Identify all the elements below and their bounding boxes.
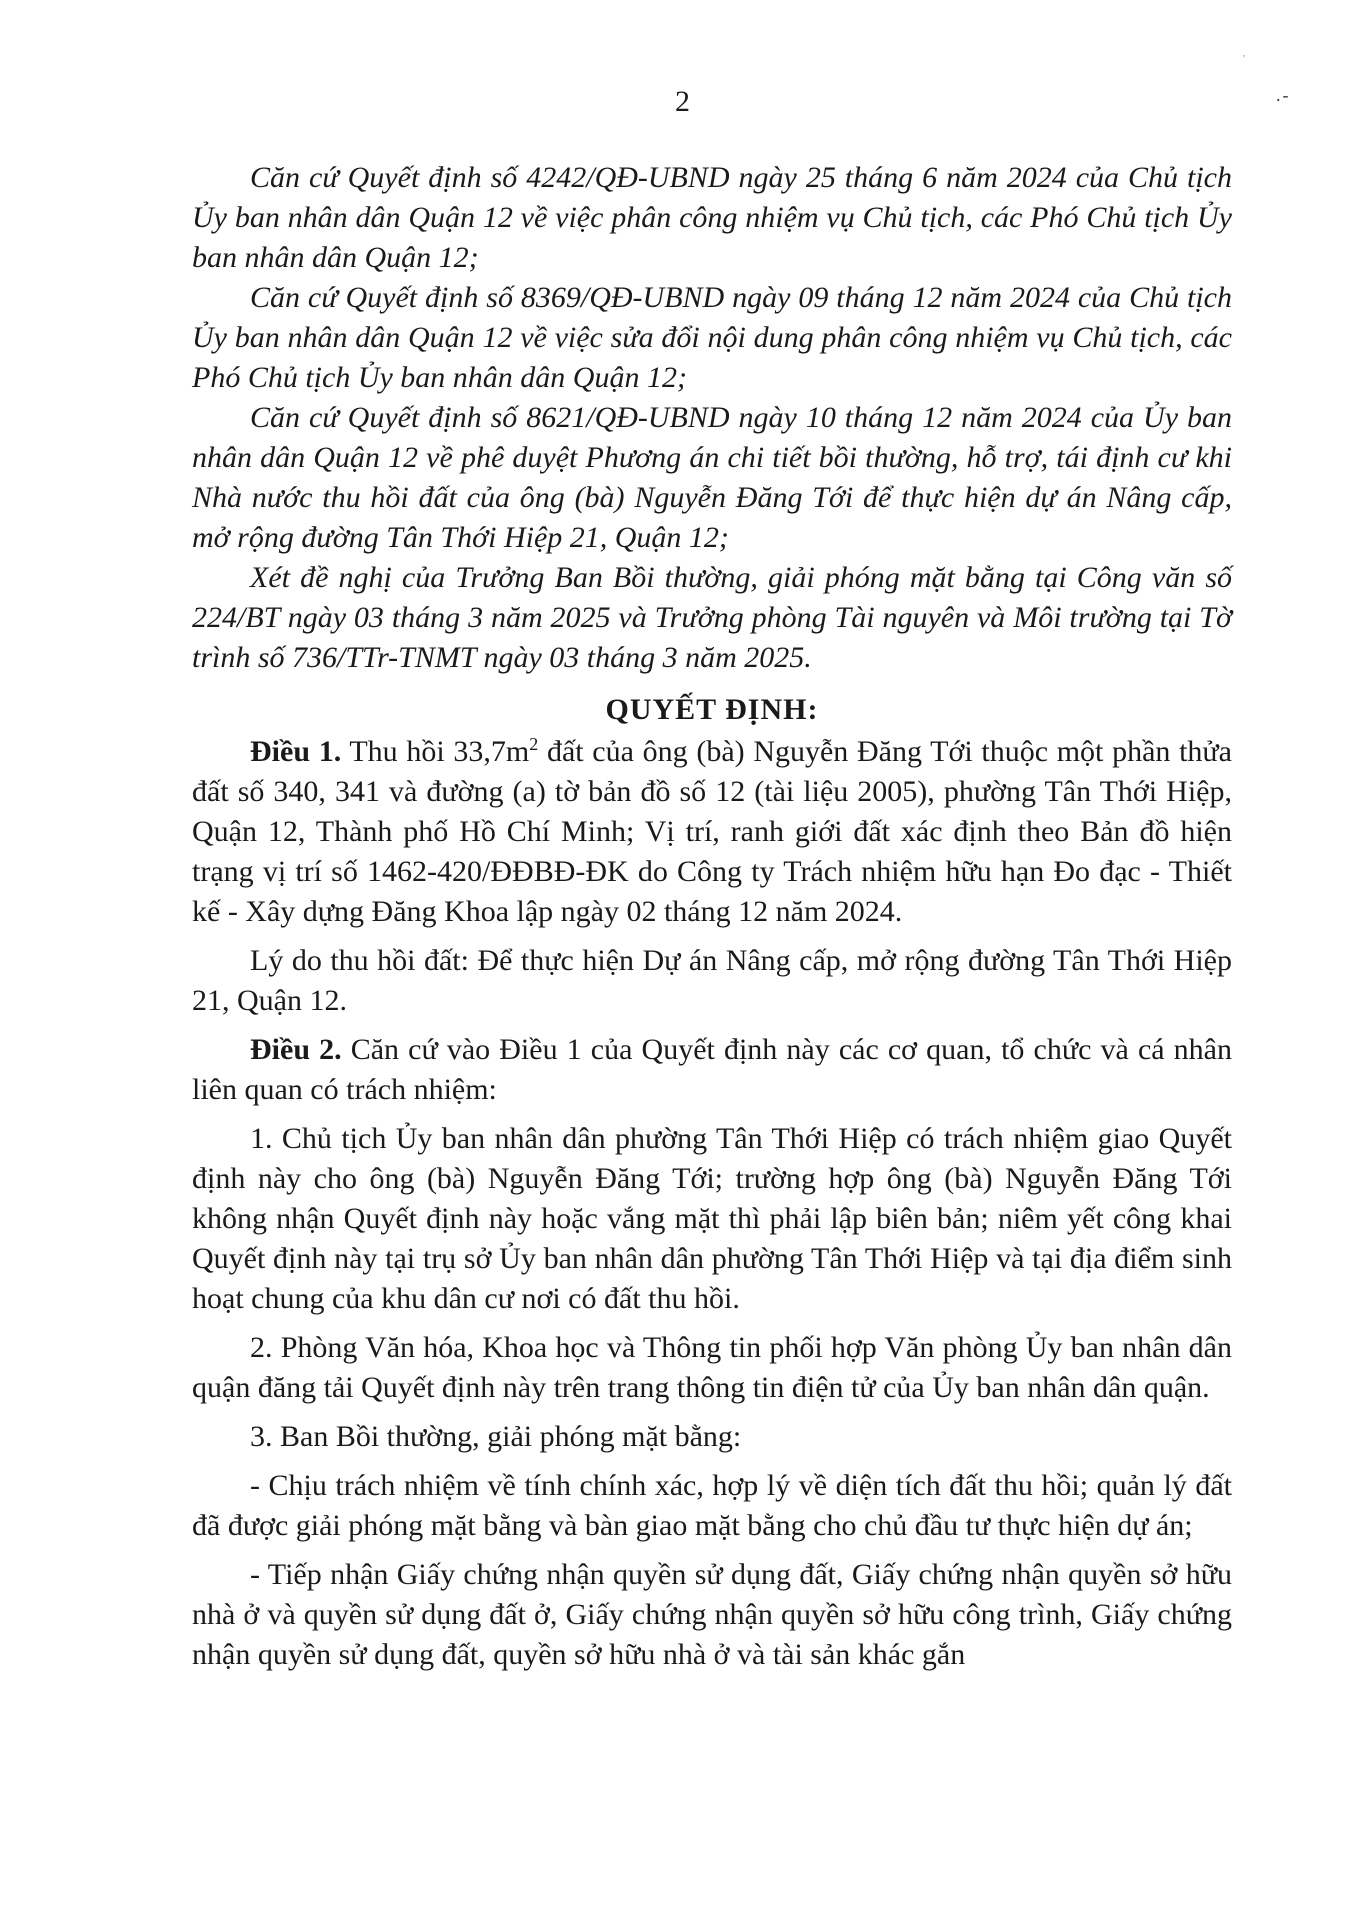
article-1-paragraph: [192, 732, 1232, 932]
scan-artifact-mark: .-: [1276, 85, 1291, 105]
legal-basis-paragraph: Căn cứ Quyết định số 8369/QĐ-UBND ngày 09 tháng 12 năm 2024 của Chủ tịch Ủy ban nhân dân Quận 12 về việc sửa đổi nội dung phân công nhiệm vụ Chủ tịch, các Phó Chủ tịch Ủy ban nhân dân Quận 12;: [192, 281, 1232, 394]
article-2-intro-paragraph: [192, 1030, 1232, 1110]
article-2-item: 3. Ban Bồi thường, giải phóng mặt bằng:: [250, 1420, 742, 1453]
article-2-intro: Căn cứ vào Điều 1 của Quyết định này các cơ quan, tổ chức và cá nhân liên quan có trách nhiệm:: [192, 1033, 1232, 1106]
square-meter-superscript: 2: [529, 734, 539, 754]
page-number: 2: [675, 85, 690, 118]
article-2-subitem: - Tiếp nhận Giấy chứng nhận quyền sử dụng đất, Giấy chứng nhận quyền sở hữu nhà ở và quyền sử dụng đất ở, Giấy chứng nhận quyền sở hữu công trình, Giấy chứng nhận quyền sử dụng đất, quyền sở hữu nhà ở và tài sản khác gắn: [192, 1558, 1232, 1671]
legal-basis-paragraph: Căn cứ Quyết định số 4242/QĐ-UBND ngày 25 tháng 6 năm 2024 của Chủ tịch Ủy ban nhân dân Quận 12 về việc phân công nhiệm vụ Chủ tịch, các Phó Chủ tịch Ủy ban nhân dân Quận 12;: [192, 161, 1232, 274]
article-2-item: 2. Phòng Văn hóa, Khoa học và Thông tin phối hợp Văn phòng Ủy ban nhân dân quận đăng tải Quyết định này trên trang thông tin điện tử của Ủy ban nhân dân quận.: [192, 1331, 1232, 1404]
proposal-paragraph: Xét đề nghị của Trưởng Ban Bồi thường, giải phóng mặt bằng tại Công văn số 224/BT ngày 03 tháng 3 năm 2025 và Trưởng phòng Tài nguyên và Môi trường tại Tờ trình số 736/TTr-TNMT ngày 03 tháng 3 năm 2025.: [192, 561, 1232, 674]
article-2-item: 1. Chủ tịch Ủy ban nhân dân phường Tân Thới Hiệp có trách nhiệm giao Quyết định này cho ông (bà) Nguyễn Đăng Tới; trường hợp ông (bà) Nguyễn Đăng Tới không nhận Quyết định này hoặc vắng mặt thì phải lập biên bản; niêm yết công khai Quyết định này tại trụ sở Ủy ban nhân dân phường Tân Thới Hiệp và tại địa điểm sinh hoạt chung của khu dân cư nơi có đất thu hồi.: [192, 1122, 1232, 1315]
article-1-label: Điều 1.: [250, 735, 342, 768]
scan-artifact-mark: ': [1243, 54, 1245, 65]
decision-heading: QUYẾT ĐỊNH:: [605, 693, 819, 726]
document-body: [192, 158, 1232, 1675]
article-1-text-continued: đất của ông (bà) Nguyễn Đăng Tới thuộc một phần thửa đất số 340, 341 và đường (a) tờ bản đồ số 12 (tài liệu 2005), phường Tân Thới Hiệp, Quận 12, Thành phố Hồ Chí Minh; Vị trí, ranh giới đất xác định theo Bản đồ hiện trạng vị trí số 1462-420/ĐĐBĐ-ĐK do Công ty Trách nhiệm hữu hạn Đo đạc - Thiết kế - Xây dựng Đăng Khoa lập ngày 02 tháng 12 năm 2024.: [192, 735, 1232, 928]
article-1-reason: Lý do thu hồi đất: Để thực hiện Dự án Nâng cấp, mở rộng đường Tân Thới Hiệp 21, Quận 12.: [192, 944, 1232, 1017]
legal-basis-paragraph: Căn cứ Quyết định số 8621/QĐ-UBND ngày 10 tháng 12 năm 2024 của Ủy ban nhân dân Quận 12 về phê duyệt Phương án chi tiết bồi thường, hỗ trợ, tái định cư khi Nhà nước thu hồi đất của ông (bà) Nguyễn Đăng Tới để thực hiện dự án Nâng cấp, mở rộng đường Tân Thới Hiệp 21, Quận 12;: [192, 401, 1232, 554]
article-2-label: Điều 2.: [250, 1033, 342, 1066]
article-2-subitem: - Chịu trách nhiệm về tính chính xác, hợp lý về diện tích đất thu hồi; quản lý đất đã được giải phóng mặt bằng và bàn giao mặt bằng cho chủ đầu tư thực hiện dự án;: [192, 1469, 1232, 1542]
article-1-text: Thu hồi 33,7m: [341, 735, 530, 768]
